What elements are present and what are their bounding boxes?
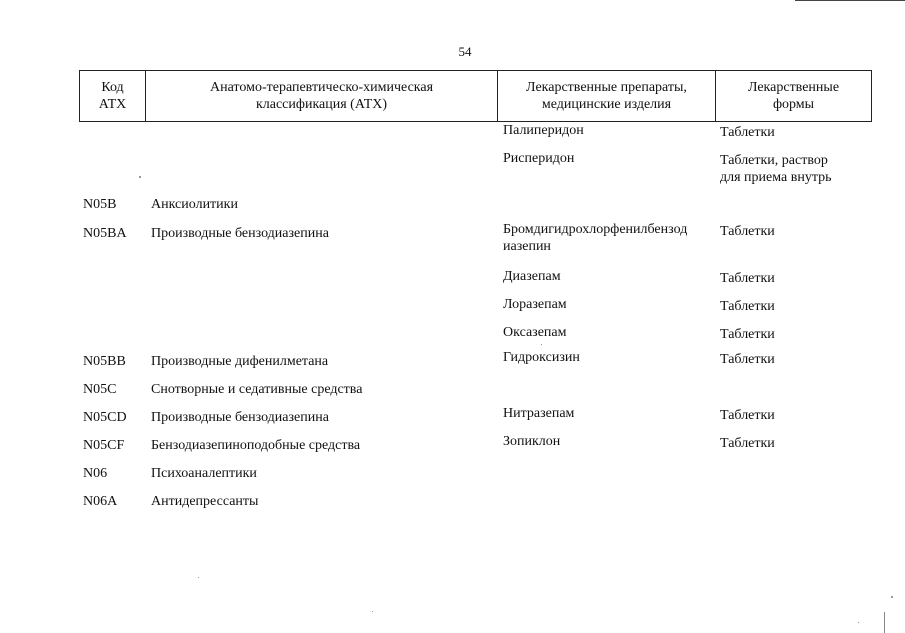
scan-speck (858, 622, 859, 623)
atc-classification-cell: Снотворные и седативные средства (151, 382, 363, 397)
header-classification: Анатомо-терапевтическо-химическая классификация (АТХ) (146, 71, 498, 122)
drug-name-cell: Нитразепам (503, 406, 575, 421)
drug-name-cell: Гидроксизин (503, 350, 580, 365)
scan-edge-mark (884, 612, 885, 633)
drug-name-cell: Зопиклон (503, 434, 561, 449)
atc-code-cell: N05BB (83, 354, 126, 369)
scan-speck (198, 577, 199, 578)
atc-code-cell: N06 (83, 466, 108, 481)
header-forms: Лекарственные формы (716, 71, 872, 122)
drug-name-cell: Лоразепам (503, 297, 567, 312)
dosage-form-cell: Таблетки (720, 352, 775, 367)
top-edge-line (795, 0, 905, 1)
atc-code-cell: N05BA (83, 226, 127, 241)
atc-classification-cell: Бензодиазепиноподобные средства (151, 438, 361, 453)
scan-speck (372, 611, 373, 612)
drug-name-cell: Оксазепам (503, 325, 567, 340)
drug-name-cell: Рисперидон (503, 151, 575, 166)
dosage-form-cell: Таблетки (720, 299, 775, 314)
table-header (79, 70, 872, 122)
atc-classification-cell: Производные бензодиазепина (151, 410, 329, 425)
dosage-form-cell: Таблетки (720, 125, 775, 140)
atc-classification-cell: Производные дифенилметана (151, 354, 329, 369)
scan-speck (139, 176, 141, 178)
dosage-form-cell: Таблетки (720, 327, 775, 342)
atc-code-cell: N06A (83, 494, 118, 509)
atc-code-cell: N05CD (83, 410, 127, 425)
page-number: 54 (458, 44, 472, 59)
dosage-form-cell: Таблетки, раствор для приема внутрь (720, 153, 832, 185)
dosage-form-cell: Таблетки (720, 436, 775, 451)
drug-name-cell: Бромдигидрохлорфенилбензод иазепин (503, 222, 688, 254)
header-row (80, 71, 872, 122)
header-drugs: Лекарственные препараты, медицинские изделия (498, 71, 716, 122)
atc-code-cell: N05CF (83, 438, 125, 453)
dosage-form-cell: Таблетки (720, 408, 775, 423)
drug-name-cell: Палиперидон (503, 123, 584, 138)
atc-classification-cell: Психоаналептики (151, 466, 257, 481)
atc-classification-cell: Анксиолитики (151, 197, 238, 212)
atc-classification-cell: Антидепрессанты (151, 494, 259, 509)
atc-classification-cell: Производные бензодиазепина (151, 226, 329, 241)
dosage-form-cell: Таблетки (720, 271, 775, 286)
drug-name-cell: Диазепам (503, 269, 561, 284)
dosage-form-cell: Таблетки (720, 224, 775, 239)
atc-code-cell: N05C (83, 382, 117, 397)
atc-code-cell: N05B (83, 197, 117, 212)
scan-speck (541, 344, 542, 345)
header-code: Код АТХ (80, 71, 146, 122)
scan-speck (891, 596, 893, 598)
